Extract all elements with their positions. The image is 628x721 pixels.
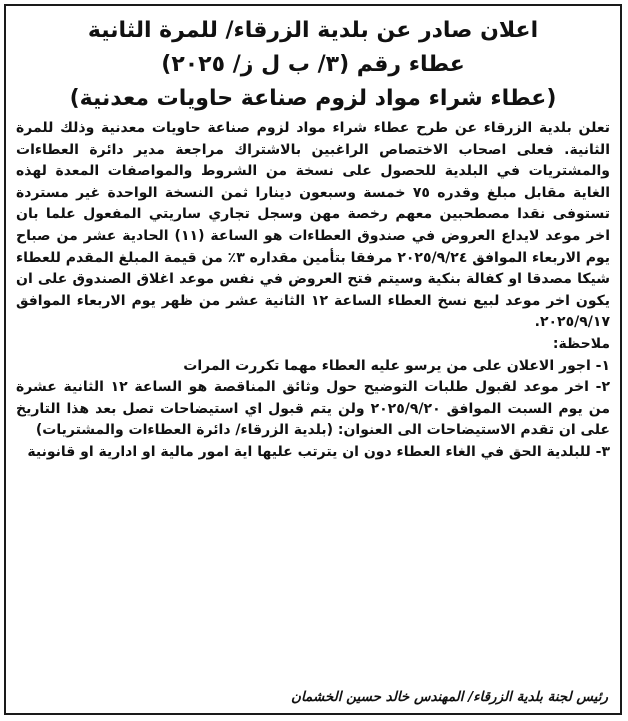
notes-list [16,356,610,464]
tender-number: عطاء رقم (٣/ ب ل ز/ ٢٠٢٥) [161,52,465,77]
notice-title: اعلان صادر عن بلدية الزرقاء/ للمرة الثانية [87,18,539,43]
tender-notice [4,4,622,715]
note-item-1: ١- اجور الاعلان على من يرسو عليه العطاء مهما تكررت المرات [183,357,610,374]
notice-body: تعلن بلدية الزرقاء عن طرح عطاء شراء مواد لزوم صناعة حاويات معدنية وذلك للمرة الثانية. فعلى اصحاب الاختصاص الراغبين بالاشتراك مراجعة مدير دائرة العطاءات والمشتريات في البلدية للحصول على نسخة من الشروط والمواصفات المعدة لهذه الغاية مقابل مبلغ وقدره ٧٥ خمسة وسبعون دينارا ثمن النسخة الواحدة غير مستردة تستوفى نقدا مصطحبين معهم رخصة مهن وسجل تجاري ساريتي المفعول علما بان اخر موعد لايداع العروض في صندوق العطاءات هو الساعة (١١) الحادية عشر من صباح يوم الاربعاء الموافق ٢٠٢٥/٩/٢٤ مرفقا بتأمين مقداره ٣٪ من قيمة المبلغ المقدم للعطاء شيكا مصدقا او كفالة بنكية وسيتم فتح العروض في نفس موعد اغلاق الصندوق على ان يكون اخر موعد لبيع نسخ العطاء الساعة ١٢ الثانية عشر من ظهر يوم الاربعاء الموافق ٢٠٢٥/٩/١٧. [16,120,610,331]
note-item-2: ٢- اخر موعد لقبول طلبات التوضيح حول وثائق المناقصة هو الساعة ١٢ الثانية عشرة من يوم السبت الموافق ٢٠٢٥/٩/٢٠ ولن يتم قبول اي استيضاحات تصل بعد هذا التاريخ على ان تقدم الاستيضاحات الى العنوان: (بلدية الزرقاء/ دائرة العطاءات والمشتريات) [16,379,611,439]
signature: رئيس لجنة بلدية الزرقاء/ المهندس خالد حسين الخشمان [291,689,608,705]
note-item-3: ٣- للبلدية الحق في الغاء العطاء دون ان يترتب عليها اية امور مالية او ادارية او قانونية [27,443,610,460]
notes-label: ملاحظة: [552,335,610,352]
tender-subject: (عطاء شراء مواد لزوم صناعة حاويات معدنية) [69,86,557,111]
